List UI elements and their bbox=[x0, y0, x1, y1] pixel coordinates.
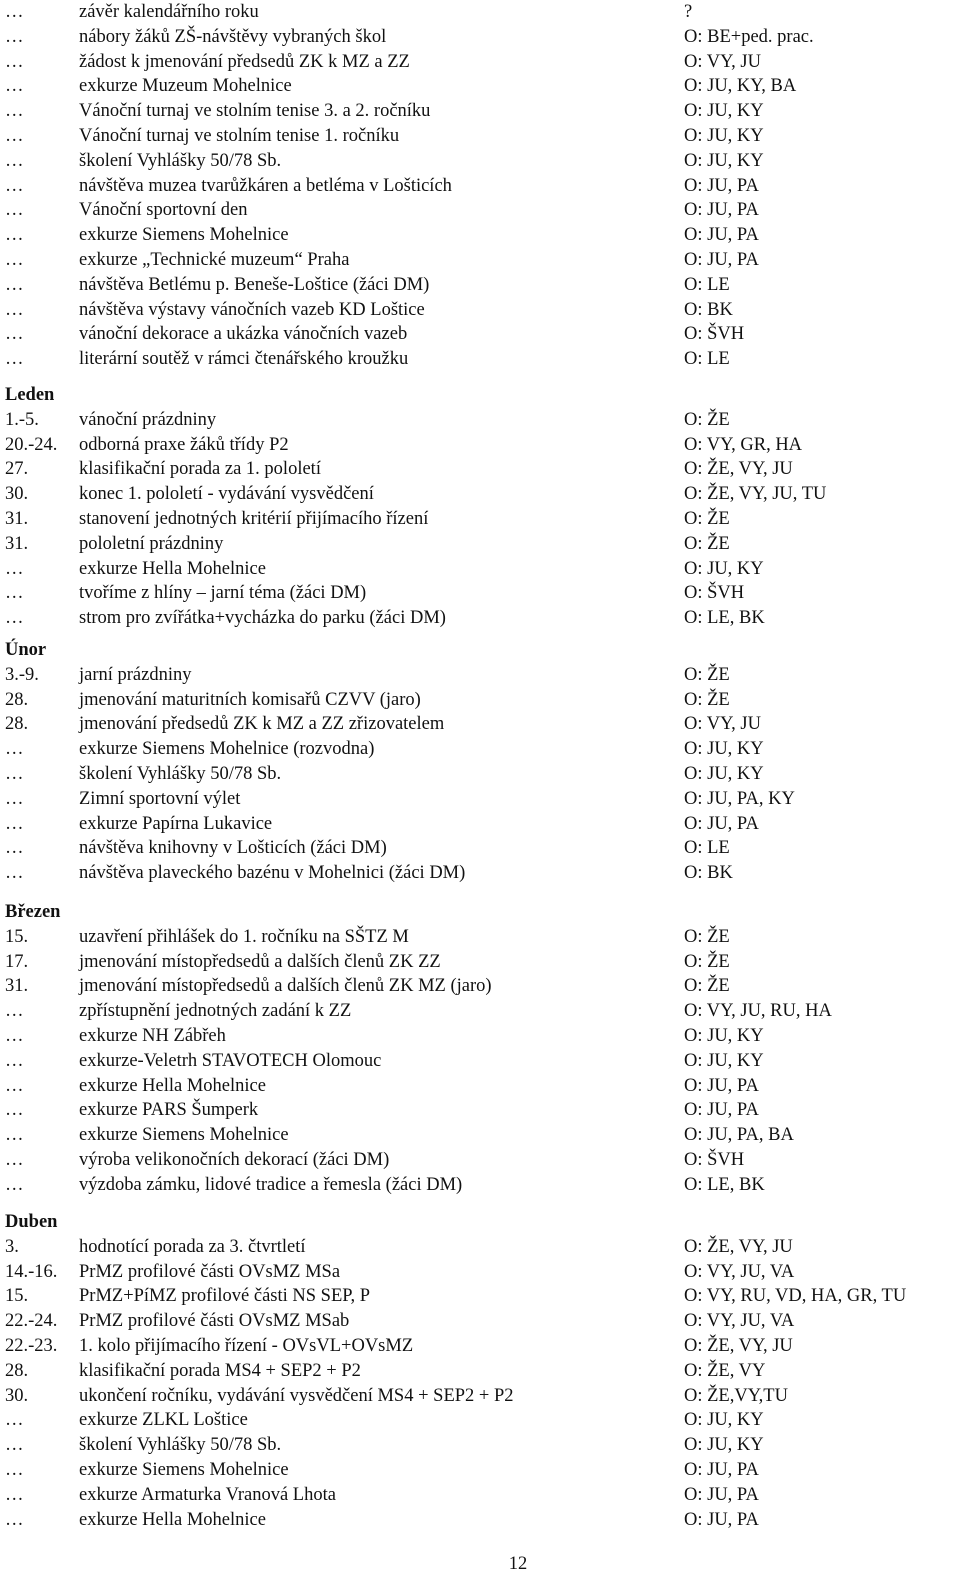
row-event: návštěva Betlému p. Beneše-Loštice (žáci DM) bbox=[79, 274, 430, 295]
schedule-row bbox=[0, 1235, 960, 1260]
row-date: … bbox=[5, 51, 24, 72]
row-date: … bbox=[5, 739, 24, 760]
month-heading: Duben bbox=[5, 1212, 58, 1232]
row-organizer: O: LE bbox=[684, 349, 730, 370]
row-event: jmenování maturitních komisařů CZVV (jaro) bbox=[79, 689, 421, 710]
row-date: 31. bbox=[5, 533, 29, 554]
schedule-row bbox=[0, 1483, 960, 1508]
row-organizer: O: ŠVH bbox=[684, 324, 745, 345]
row-organizer: O: LE, BK bbox=[684, 608, 765, 629]
schedule-row bbox=[0, 1408, 960, 1433]
row-organizer: O: ŽE, VY bbox=[684, 1360, 766, 1381]
schedule-row bbox=[0, 606, 960, 631]
schedule-row bbox=[0, 1260, 960, 1285]
row-event: exkurze Hella Mohelnice bbox=[79, 1075, 266, 1096]
schedule-row bbox=[0, 74, 960, 99]
row-event: klasifikační porada MS4 + SEP2 + P2 bbox=[79, 1360, 361, 1381]
row-organizer: O: LE, BK bbox=[684, 1174, 765, 1195]
row-event: školení Vyhlášky 50/78 Sb. bbox=[79, 1435, 282, 1456]
schedule-row bbox=[0, 581, 960, 606]
schedule-row bbox=[0, 1359, 960, 1384]
row-organizer: O: ŽE bbox=[684, 926, 730, 947]
row-event: jarní prázdniny bbox=[79, 664, 192, 685]
row-event: návštěva plaveckého bazénu v Mohelnici (žáci DM) bbox=[79, 863, 466, 884]
row-organizer: O: JU, PA bbox=[684, 1509, 759, 1530]
row-event: exkurze Hella Mohelnice bbox=[79, 1509, 266, 1530]
row-event: Zimní sportovní výlet bbox=[79, 788, 241, 809]
schedule-row bbox=[0, 712, 960, 737]
row-date: 28. bbox=[5, 689, 29, 710]
row-organizer: O: LE bbox=[684, 838, 730, 859]
row-organizer: O: JU, KY bbox=[684, 763, 764, 784]
row-date: 3. bbox=[5, 1236, 19, 1257]
row-organizer: O: BE+ped. prac. bbox=[684, 26, 814, 47]
row-organizer: O: VY, JU, RU, HA bbox=[684, 1001, 832, 1022]
row-event: Vánoční turnaj ve stolním tenise 3. a 2. ročníku bbox=[79, 101, 431, 122]
row-organizer: O: VY, JU bbox=[684, 714, 761, 735]
row-organizer: O: JU, KY bbox=[684, 1435, 764, 1456]
schedule-row bbox=[0, 1024, 960, 1049]
schedule-row bbox=[0, 298, 960, 323]
page-number: 12 bbox=[508, 1554, 528, 1574]
row-organizer: O: ŽE bbox=[684, 664, 730, 685]
row-event: exkurze Hella Mohelnice bbox=[79, 558, 266, 579]
schedule-row bbox=[0, 688, 960, 713]
schedule-row bbox=[0, 1173, 960, 1198]
row-event: návštěva výstavy vánočních vazeb KD Loštice bbox=[79, 299, 425, 320]
row-date: … bbox=[5, 583, 24, 604]
schedule-row bbox=[0, 861, 960, 886]
month-heading: Leden bbox=[5, 385, 55, 405]
row-date: 20.-24. bbox=[5, 434, 58, 455]
row-date: 27. bbox=[5, 459, 29, 480]
row-event: výroba velikonočních dekorací (žáci DM) bbox=[79, 1149, 390, 1170]
schedule-row bbox=[0, 273, 960, 298]
row-date: 22.-23. bbox=[5, 1335, 58, 1356]
row-event: exkurze Siemens Mohelnice bbox=[79, 1125, 289, 1146]
schedule-row bbox=[0, 1334, 960, 1359]
row-date: 31. bbox=[5, 976, 29, 997]
row-date: … bbox=[5, 101, 24, 122]
schedule-row bbox=[0, 174, 960, 199]
row-organizer: O: JU, PA bbox=[684, 1484, 759, 1505]
row-date: … bbox=[5, 299, 24, 320]
month-heading: Březen bbox=[5, 902, 61, 922]
row-event: PrMZ+PíMZ profilové části NS SEP, P bbox=[79, 1286, 371, 1307]
row-event: vánoční prázdniny bbox=[79, 409, 217, 430]
row-event: exkurze PARS Šumperk bbox=[79, 1100, 259, 1121]
schedule-row bbox=[0, 925, 960, 950]
month-section bbox=[0, 383, 960, 631]
row-date: … bbox=[5, 1025, 24, 1046]
row-date: … bbox=[5, 1125, 24, 1146]
row-organizer: O: JU, KY bbox=[684, 1050, 764, 1071]
row-organizer: O: VY, JU, VA bbox=[684, 1261, 795, 1282]
schedule-row bbox=[0, 1384, 960, 1409]
schedule-row bbox=[0, 663, 960, 688]
row-organizer: O: JU, KY bbox=[684, 1410, 764, 1431]
row-event: exkurze Siemens Mohelnice bbox=[79, 1459, 289, 1480]
row-date: … bbox=[5, 813, 24, 834]
row-date: … bbox=[5, 324, 24, 345]
row-organizer: O: ŽE, VY, JU bbox=[684, 1236, 793, 1257]
schedule-row bbox=[0, 737, 960, 762]
row-organizer: O: JU, KY bbox=[684, 150, 764, 171]
schedule-row bbox=[0, 1123, 960, 1148]
row-event: jmenování místopředsedů a dalších členů ZK MZ (jaro) bbox=[79, 976, 492, 997]
row-event: zpřístupnění jednotných zadání k ZZ bbox=[79, 1001, 352, 1022]
row-date: … bbox=[5, 76, 24, 97]
schedule-row bbox=[0, 836, 960, 861]
month-heading: Únor bbox=[5, 640, 47, 660]
row-organizer: O: ŽE,VY,TU bbox=[684, 1385, 788, 1406]
row-organizer: O: JU, PA bbox=[684, 225, 759, 246]
schedule-row bbox=[0, 974, 960, 999]
row-event: tvoříme z hlíny – jarní téma (žáci DM) bbox=[79, 583, 367, 604]
row-organizer: O: JU, PA, KY bbox=[684, 788, 795, 809]
row-event: 1. kolo přijímacího řízení - OVsVL+OVsMZ bbox=[79, 1335, 414, 1356]
schedule-row bbox=[0, 50, 960, 75]
schedule-row bbox=[0, 999, 960, 1024]
row-date: 15. bbox=[5, 1286, 29, 1307]
row-organizer: O: JU, PA bbox=[684, 1459, 759, 1480]
row-organizer: O: VY, RU, VD, HA, GR, TU bbox=[684, 1286, 907, 1307]
row-event: klasifikační porada za 1. pololetí bbox=[79, 459, 321, 480]
row-event: exkurze-Veletrh STAVOTECH Olomouc bbox=[79, 1050, 382, 1071]
row-date: … bbox=[5, 838, 24, 859]
row-organizer: O: JU, KY bbox=[684, 739, 764, 760]
row-organizer: O: VY, JU, VA bbox=[684, 1311, 795, 1332]
row-organizer: O: ŽE bbox=[684, 508, 730, 529]
schedule-row bbox=[0, 433, 960, 458]
row-date: … bbox=[5, 1050, 24, 1071]
row-organizer: O: JU, PA, BA bbox=[684, 1125, 794, 1146]
row-event: exkurze Armaturka Vranová Lhota bbox=[79, 1484, 336, 1505]
row-event: školení Vyhlášky 50/78 Sb. bbox=[79, 150, 282, 171]
row-event: výzdoba zámku, lidové tradice a řemesla (žáci DM) bbox=[79, 1174, 463, 1195]
row-event: exkurze Siemens Mohelnice (rozvodna) bbox=[79, 739, 375, 760]
row-date: 17. bbox=[5, 951, 29, 972]
row-organizer: O: JU, PA bbox=[684, 1100, 759, 1121]
row-date: … bbox=[5, 249, 24, 270]
row-event: exkurze Siemens Mohelnice bbox=[79, 225, 289, 246]
row-organizer: O: ŽE, VY, JU, TU bbox=[684, 484, 827, 505]
row-date: … bbox=[5, 1484, 24, 1505]
row-date: 14.-16. bbox=[5, 1261, 58, 1282]
row-organizer: O: JU, KY bbox=[684, 558, 764, 579]
row-event: vánoční dekorace a ukázka vánočních vazeb bbox=[79, 324, 408, 345]
row-date: … bbox=[5, 558, 24, 579]
row-event: pololetní prázdniny bbox=[79, 533, 224, 554]
row-organizer: O: JU, PA bbox=[684, 249, 759, 270]
schedule-row bbox=[0, 1458, 960, 1483]
row-organizer: O: ŠVH bbox=[684, 583, 745, 604]
row-event: jmenování předsedů ZK k MZ a ZZ zřizovatelem bbox=[79, 714, 445, 735]
schedule-row bbox=[0, 408, 960, 433]
row-event: exkurze ZLKL Loštice bbox=[79, 1410, 248, 1431]
row-event: strom pro zvířátka+vycházka do parku (žáci DM) bbox=[79, 608, 446, 629]
row-date: … bbox=[5, 125, 24, 146]
row-organizer: O: ŽE bbox=[684, 976, 730, 997]
schedule-row bbox=[0, 1309, 960, 1334]
row-event: odborná praxe žáků třídy P2 bbox=[79, 434, 289, 455]
row-event: návštěva knihovny v Lošticích (žáci DM) bbox=[79, 838, 387, 859]
row-organizer: O: ŽE bbox=[684, 533, 730, 554]
row-date: 1.-5. bbox=[5, 409, 39, 430]
row-date: … bbox=[5, 200, 24, 221]
month-section bbox=[0, 900, 960, 1198]
row-date: … bbox=[5, 1509, 24, 1530]
row-date: … bbox=[5, 608, 24, 629]
row-date: 22.-24. bbox=[5, 1311, 58, 1332]
row-organizer: O: ŠVH bbox=[684, 1149, 745, 1170]
schedule-row bbox=[0, 25, 960, 50]
schedule-row bbox=[0, 248, 960, 273]
row-date: … bbox=[5, 2, 24, 22]
month-section bbox=[0, 0, 960, 372]
row-event: jmenování místopředsedů a dalších členů ZK ZZ bbox=[79, 951, 441, 972]
row-event: hodnotící porada za 3. čtvrtletí bbox=[79, 1236, 306, 1257]
schedule-row bbox=[0, 198, 960, 223]
row-date: … bbox=[5, 1459, 24, 1480]
row-date: … bbox=[5, 1001, 24, 1022]
row-organizer: O: LE bbox=[684, 274, 730, 295]
schedule-row bbox=[0, 1284, 960, 1309]
row-event: nábory žáků ZŠ-návštěvy vybraných škol bbox=[79, 26, 387, 47]
row-date: … bbox=[5, 175, 24, 196]
row-event: uzavření přihlášek do 1. ročníku na SŠTZ M bbox=[79, 926, 409, 947]
schedule-row bbox=[0, 124, 960, 149]
schedule-row bbox=[0, 347, 960, 372]
row-event: PrMZ profilové části OVsMZ MSa bbox=[79, 1261, 341, 1282]
row-organizer: O: JU, PA bbox=[684, 813, 759, 834]
row-organizer: O: ŽE bbox=[684, 409, 730, 430]
row-date: 3.-9. bbox=[5, 664, 39, 685]
row-date: … bbox=[5, 763, 24, 784]
row-date: … bbox=[5, 1149, 24, 1170]
row-date: 31. bbox=[5, 508, 29, 529]
row-organizer: O: BK bbox=[684, 863, 733, 884]
row-date: … bbox=[5, 1435, 24, 1456]
schedule-row bbox=[0, 532, 960, 557]
month-section bbox=[0, 638, 960, 886]
row-date: … bbox=[5, 1100, 24, 1121]
schedule-row bbox=[0, 812, 960, 837]
row-date: 30. bbox=[5, 484, 29, 505]
schedule-row bbox=[0, 149, 960, 174]
row-date: … bbox=[5, 863, 24, 884]
row-organizer: O: JU, KY bbox=[684, 1025, 764, 1046]
row-event: Vánoční turnaj ve stolním tenise 1. ročníku bbox=[79, 125, 400, 146]
row-date: 30. bbox=[5, 1385, 29, 1406]
row-event: ukončení ročníku, vydávání vysvědčení MS4 + SEP2 + P2 bbox=[79, 1385, 514, 1406]
schedule-row bbox=[0, 507, 960, 532]
row-date: … bbox=[5, 1174, 24, 1195]
row-organizer: O: ŽE, VY, JU bbox=[684, 1335, 793, 1356]
schedule-row bbox=[0, 1074, 960, 1099]
schedule-row bbox=[0, 457, 960, 482]
row-event: exkurze Muzeum Mohelnice bbox=[79, 76, 292, 97]
row-organizer: ? bbox=[684, 2, 693, 22]
row-event: stanovení jednotných kritérií přijímacího řízení bbox=[79, 508, 429, 529]
row-organizer: O: JU, PA bbox=[684, 1075, 759, 1096]
row-date: … bbox=[5, 1075, 24, 1096]
row-organizer: O: JU, KY, BA bbox=[684, 76, 797, 97]
row-organizer: O: JU, KY bbox=[684, 125, 764, 146]
schedule-row bbox=[0, 787, 960, 812]
row-date: 15. bbox=[5, 926, 29, 947]
row-date: … bbox=[5, 150, 24, 171]
schedule-row bbox=[0, 1049, 960, 1074]
schedule-row bbox=[0, 1148, 960, 1173]
schedule-row bbox=[0, 99, 960, 124]
schedule-row bbox=[0, 1098, 960, 1123]
row-date: 28. bbox=[5, 1360, 29, 1381]
row-event: literární soutěž v rámci čtenářského kroužku bbox=[79, 349, 409, 370]
row-organizer: O: ŽE bbox=[684, 689, 730, 710]
row-event: exkurze NH Zábřeh bbox=[79, 1025, 226, 1046]
row-organizer: O: JU, PA bbox=[684, 175, 759, 196]
row-date: … bbox=[5, 1410, 24, 1431]
schedule-row bbox=[0, 322, 960, 347]
row-organizer: O: JU, PA bbox=[684, 200, 759, 221]
row-date: … bbox=[5, 349, 24, 370]
schedule-row bbox=[0, 1433, 960, 1458]
row-date: … bbox=[5, 274, 24, 295]
row-organizer: O: JU, KY bbox=[684, 101, 764, 122]
row-event: návštěva muzea tvarůžkáren a betléma v Lošticích bbox=[79, 175, 452, 196]
row-date: … bbox=[5, 225, 24, 246]
row-event: žádost k jmenování předsedů ZK k MZ a ZZ bbox=[79, 51, 410, 72]
schedule-row bbox=[0, 223, 960, 248]
row-organizer: O: VY, JU bbox=[684, 51, 761, 72]
row-date: … bbox=[5, 26, 24, 47]
row-date: 28. bbox=[5, 714, 29, 735]
row-organizer: O: BK bbox=[684, 299, 733, 320]
row-event: exkurze Papírna Lukavice bbox=[79, 813, 273, 834]
row-organizer: O: ŽE, VY, JU bbox=[684, 459, 793, 480]
schedule-row bbox=[0, 1508, 960, 1533]
schedule-row bbox=[0, 482, 960, 507]
row-organizer: O: VY, GR, HA bbox=[684, 434, 803, 455]
schedule-row bbox=[0, 950, 960, 975]
row-organizer: O: ŽE bbox=[684, 951, 730, 972]
schedule-row bbox=[0, 557, 960, 582]
row-event: školení Vyhlášky 50/78 Sb. bbox=[79, 763, 282, 784]
row-event: Vánoční sportovní den bbox=[79, 200, 248, 221]
month-section bbox=[0, 1210, 960, 1532]
schedule-row bbox=[0, 0, 960, 25]
row-date: … bbox=[5, 788, 24, 809]
row-event: konec 1. pololetí - vydávání vysvědčení bbox=[79, 484, 374, 505]
row-event: exkurze „Technické muzeum“ Praha bbox=[79, 249, 350, 270]
schedule-row bbox=[0, 762, 960, 787]
row-event: PrMZ profilové části OVsMZ MSab bbox=[79, 1311, 350, 1332]
row-event: závěr kalendářního roku bbox=[79, 2, 259, 22]
